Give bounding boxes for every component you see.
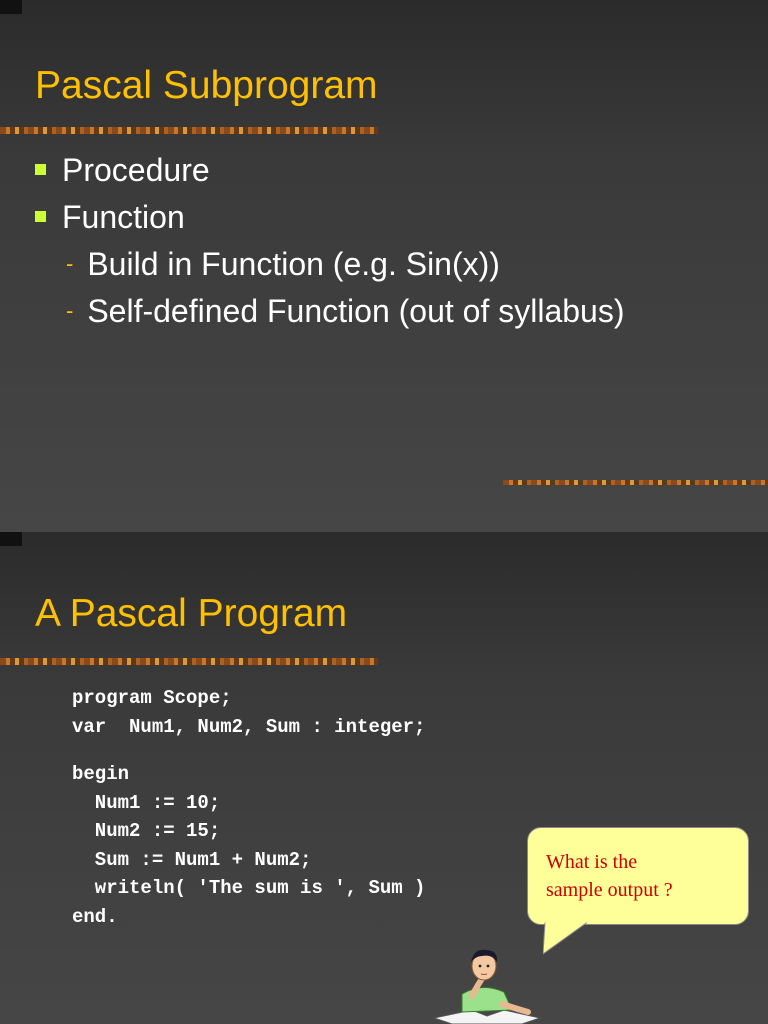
sub-bullet-item: - Build in Function (e.g. Sin(x)): [66, 246, 500, 282]
slide-pascal-program: [0, 532, 768, 1024]
code-header: [72, 684, 425, 741]
code-line: Num1 := 10;: [72, 791, 221, 814]
code-line: Sum := Num1 + Num2;: [72, 848, 312, 871]
title-divider: [0, 658, 378, 665]
bullet-item: Function: [35, 199, 185, 236]
code-line: end.: [72, 905, 118, 928]
corner-decoration: [0, 0, 22, 14]
callout-bubble: [527, 827, 749, 925]
dash-marker: -: [66, 298, 74, 323]
bullet-item: Procedure: [35, 152, 210, 189]
slide-title: Pascal Subprogram: [35, 64, 378, 107]
title-divider: [0, 127, 378, 134]
code-line: writeln( 'The sum is ', Sum ): [72, 877, 426, 899]
footer-divider: [503, 480, 768, 485]
thinking-boy-icon: [432, 944, 542, 1024]
corner-decoration: [0, 532, 22, 546]
code-body: [72, 760, 425, 931]
sub-bullet-item: - Self-defined Function (out of syllabus): [66, 293, 625, 329]
code-line: Num2 := 15;: [72, 820, 221, 842]
code-line: begin: [72, 763, 130, 785]
slide-title: A Pascal Program: [35, 592, 348, 635]
code-line: program Scope;: [72, 687, 232, 709]
dash-marker: -: [66, 251, 74, 276]
square-bullet-icon: [35, 164, 46, 175]
callout-text: What is the sample output ?: [546, 851, 673, 901]
square-bullet-icon: [35, 211, 46, 222]
code-line: var Num1, Num2, Sum : integer;: [72, 715, 426, 738]
callout-tail: [543, 922, 593, 956]
